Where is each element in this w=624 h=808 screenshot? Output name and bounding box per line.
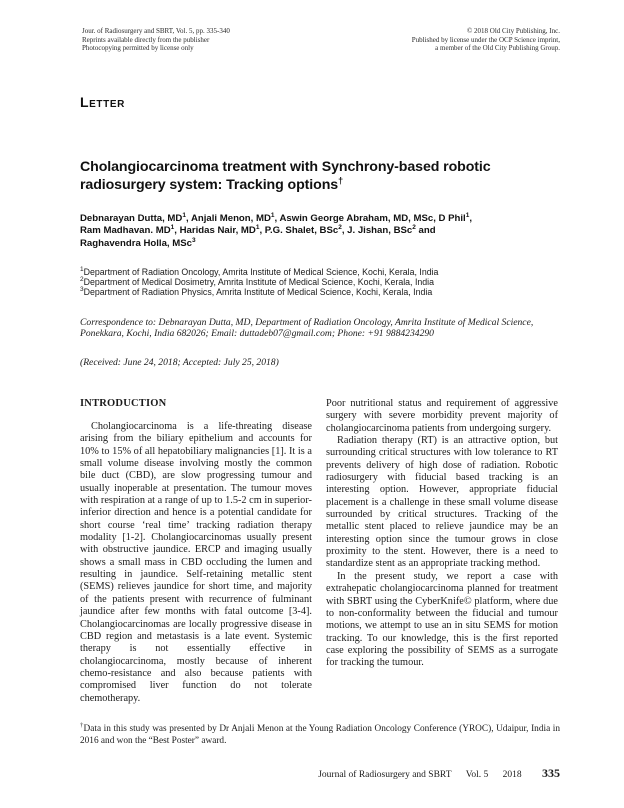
- affiliations-block: [80, 268, 570, 297]
- masthead-copyright: © 2018 Old City Publishing, Inc.: [466, 27, 560, 35]
- masthead-citation: Jour. of Radiosurgery and SBRT, Vol. 5, pp. 335-340: [82, 27, 230, 35]
- received-accepted-dates: (Received: June 24, 2018; Accepted: July 25, 2018): [80, 357, 279, 368]
- affiliation-line: $^1$Department of Radiation Oncology, Amrita Institute of Medical Science, Kochi, Kerala, India: [80, 266, 439, 277]
- masthead-photocopy: Photocopying permitted by license only: [82, 44, 194, 53]
- right-column: [326, 398, 558, 705]
- page-footer: [318, 766, 560, 781]
- intro-paragraph: Cholangiocarcinoma is a life-threating disease arising from the biliary epithelium and accounts for 10% to 15% of all hepatobiliary malignancies [1]. It is a small volume disease involving mostly the common bile duct (CBD), are slow progressing tumour and usually inoperable at presentation. The tumour moves with respiration at a range of up to 1.5-2 cm in superior-inferior direction and hence is a potential candidate for short course ‘real time’ tracking radiation therapy modality [1-2]. Cholangiocarcinomas usually present with obstructive jaundice. ERCP and imaging usually shows a small mass in CBD occluding the lumen and resulting in jaundice. Self-retaining metallic stent (SEMS) relieves jaundice for short time, and majority of the patients present with recurrence of fulminant jaundice after few months with fatal outcome [3-4]. Cholangiocarcinomas are locally progressive disease in CBD region and metastasis is a late event. Systemic therapy is not essentially effective in cholangiocarcinoma, mostly because of inherent chemo-resistance and also because patients with compromised liver function do not tolerate chemotherapy.: [80, 421, 312, 704]
- title-dagger: †: [338, 175, 343, 186]
- author-line: Raghavendra Holla, MSc$^3$: [80, 236, 196, 249]
- masthead-left: [82, 27, 230, 53]
- masthead-group: a member of the Old City Publishing Group.: [435, 44, 560, 53]
- title-line1: Cholangiocarcinoma treatment with Synchrony-based robotic: [80, 159, 491, 175]
- affiliation-line: $^2$Department of Medical Dosimetry, Amrita Institute of Medical Science, Kochi, Kerala, India: [80, 275, 435, 287]
- title-line2: radiosurgery system: Tracking options: [80, 177, 339, 193]
- section-heading-introduction: INTRODUCTION: [80, 398, 167, 409]
- body-paragraph: In the present study, we report a case with extrahepatic cholangiocarcinoma planned for treatment with SBRT using the CyberKnife© platform, where due to non-conformality between the fiducial and tumour motions, we attempt to use an in situ SEMS for motion tracking. To our knowledge, this is the first reported case exploring the possibility of SEMS as a surrogate for tracking the tumour.: [326, 570, 558, 669]
- correspondence-note: Correspondence to: Debnarayan Dutta, MD, Department of Radiation Oncology, Amrita Institute of Medical Science, Ponekkara, Kochi, India 682026; Email: duttadeb07@gmail.com; Phone: +91 9884234290: [80, 317, 534, 340]
- footnote-dagger: †: [80, 721, 84, 729]
- footnote-text: Data in this study was presented by Dr Anjali Menon at the Young Radiation Oncology Conference (YROC), Udaipur, India in 2016 and won the “Best Poster” award.: [80, 724, 561, 746]
- masthead-reprints: Reprints available directly from the publisher: [82, 35, 210, 44]
- page-number: 335: [542, 766, 560, 780]
- author-line: Debnarayan Dutta, $MD^1$, Anjali Menon, $MD^1$, Aswin George Abraham, MD, MSc, D Phil$^1$,: [80, 211, 473, 224]
- body-paragraph: Radiation therapy (RT) is an attractive option, but surrounding critical structures with low tolerance to RT prevents delivery of high dose of radiation. Robotic radiosurgery with fiducial based tracking is an interesting option. However, appropriate fiducial placement is a challenge in these small volume disease surrounded by critical structures. Tracking of the metallic stent placed to relieve jaundice may be an interesting option since the tumour grows in close proximity to the stent. However, there is a need to standardize stent as an appropriate tracking method.: [326, 435, 558, 570]
- footer-year: 2018: [502, 770, 522, 780]
- article-body: [80, 398, 558, 705]
- masthead-license: Published by license under the OCP Science imprint,: [411, 35, 560, 44]
- footer-volume: Vol. 5: [465, 770, 489, 780]
- body-paragraph: Poor nutritional status and requirement of aggressive surgery with severe morbidity prevent majority of cholangiocarcinoma patients from undergoing surgery.: [326, 398, 558, 434]
- author-line: Ram Madhavan. $MD^1$, Haridas Nair, $MD^1$, P.G. Shalet, BSc$^2$, J. Jishan, BSc$^2$ and: [80, 224, 436, 237]
- masthead: [82, 27, 560, 53]
- masthead-right: [412, 27, 560, 53]
- article-title: [80, 158, 570, 194]
- left-column: [80, 398, 312, 705]
- footnote: [80, 721, 561, 747]
- authors-block: [80, 213, 560, 250]
- article-type-label: Letter: [80, 94, 125, 110]
- affiliation-line: $^3$Department of Radiation Physics, Amrita Institute of Medical Science, Kochi, Kerala, India: [80, 285, 433, 297]
- footer-journal-name: Journal of Radiosurgery and SBRT: [318, 770, 452, 780]
